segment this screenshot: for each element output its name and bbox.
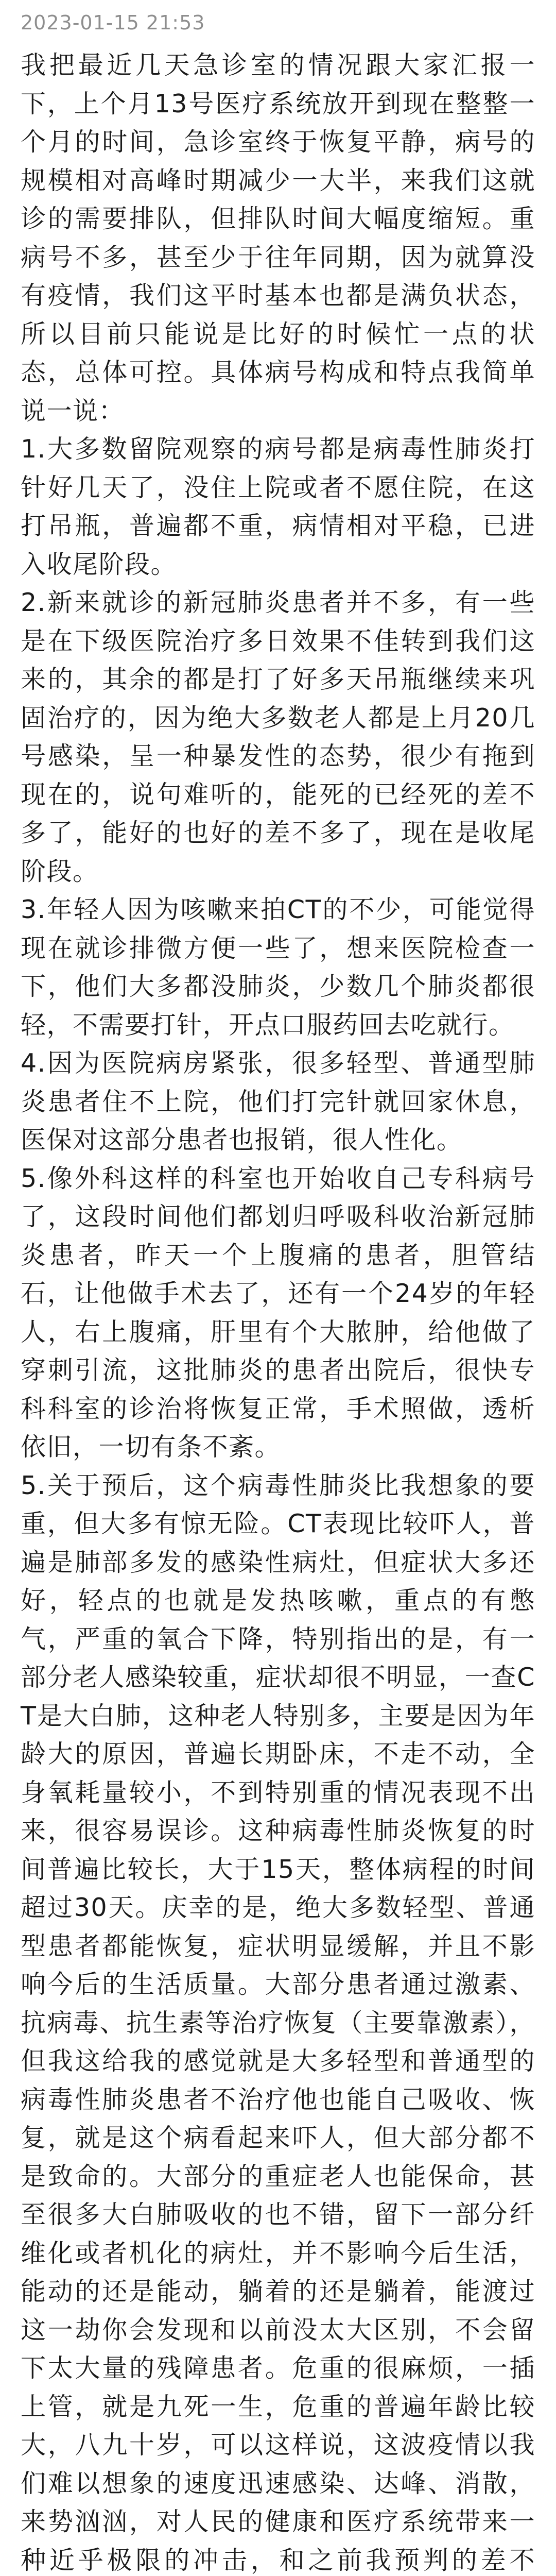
post-paragraph: 我把最近几天急诊室的情况跟大家汇报一下，上个月13号医疗系统放开到现在整整一个月的时间，急诊室终于恢复平静，病号的规模相对高峰时期减少一大半，来我们这就诊的需要排队，但排队时间大幅度缩短。重病号不多，甚至少于往年同期，因为就算没有疫情，我们这平时基本也都是满负状态，所以目前只能说是比好的时候忙一点的状态，总体可控。具体病号构成和特点我简单说一说： <box>21 50 535 426</box>
post-body <box>21 46 535 2576</box>
post-paragraph: 4.因为医院病房紧张，很多轻型、普通型肺炎患者住不上院，他们打完针就回家休息，医保对这部分患者也报销，很人性化。 <box>21 1048 535 1155</box>
post-paragraph: 1.大多数留院观察的病号都是病毒性肺炎打针好几天了，没住上院或者不愿住院，在这打吊瓶，普遍都不重，病情相对平稳，已进入收尾阶段。 <box>21 434 535 579</box>
post-paragraph: 2.新来就诊的新冠肺炎患者并不多，有一些是在下级医院治疗多日效果不佳转到我们这来的，其余的都是打了好多天吊瓶继续来巩固治疗的，因为绝大多数老人都是上月20几号感染，呈一种暴发性的态势，很少有拖到现在的，说句难听的，能死的已经死的差不多了，能好的也好的差不多了，现在是收尾阶段。 <box>21 588 535 886</box>
post-paragraph: 5.像外科这样的科室也开始收自己专科病号了，这段时间他们都划归呼吸科收治新冠肺炎患者，昨天一个上腹痛的患者，胆管结石，让他做手术去了，还有一个24岁的年轻人，右上腹痛，肝里有个大脓肿，给他做了穿刺引流，这批肺炎的患者出院后，很快专科科室的诊治将恢复正常，手术照做，透析依旧，一切有条不紊。 <box>21 1163 535 1462</box>
post-paragraph: 3.年轻人因为咳嗽来拍CT的不少，可能觉得现在就诊排微方便一些了，想来医院检查一下，他们大多都没肺炎，少数几个肺炎都很轻，不需要打针，开点口服药回去吃就行。 <box>21 895 535 1040</box>
post-paragraph: 5.关于预后，这个病毒性肺炎比我想象的要重，但大多有惊无险。CT表现比较吓人，普遍是肺部多发的感染性病灶，但症状大多还好，轻点的也就是发热咳嗽，重点的有憋气，严重的氧合下降，特别指出的是，有一部分老人感染较重，症状却很不明显，一查CT是大白肺，这种老人特别多，主要是因为年龄大的原因，普遍长期卧床，不走不动，全身氧耗量较小，不到特别重的情况表现不出来，很容易误诊。这种病毒性肺炎恢复的时间普遍比较长，大于15天，整体病程的时间超过30天。庆幸的是，绝大多数轻型、普通型患者都能恢复，症状明显缓解，并且不影响今后的生活质量。大部分患者通过激素、抗病毒、抗生素等治疗恢复（主要靠激素），但我这给我的感觉就是大多轻型和普通型的病毒性肺炎患者不治疗他也能自己吸收、恢复，就是这个病看起来吓人，但大部分都不是致命的。大部分的重症老人也能保命，甚至很多大白肺吸收的也不错，留下一部分纤维化或者机化的病灶，并不影响今后生活，能动的还是能动，躺着的还是躺着，能渡过这一劫你会发现和以前没太大区别，不会留下太大量的残障患者。危重的很麻烦，一插上管，就是九死一生，危重的普遍年龄比较大，八九十岁，可以这样说，这波疫情以我们难以想象的速度迅速感染、达峰、消散，来势汹汹，对人民的健康和医疗系统带来一种近乎极限的冲击，和之前我预判的差不 <box>21 1470 535 2575</box>
post-timestamp: 2023-01-15 21:53 <box>21 11 205 34</box>
